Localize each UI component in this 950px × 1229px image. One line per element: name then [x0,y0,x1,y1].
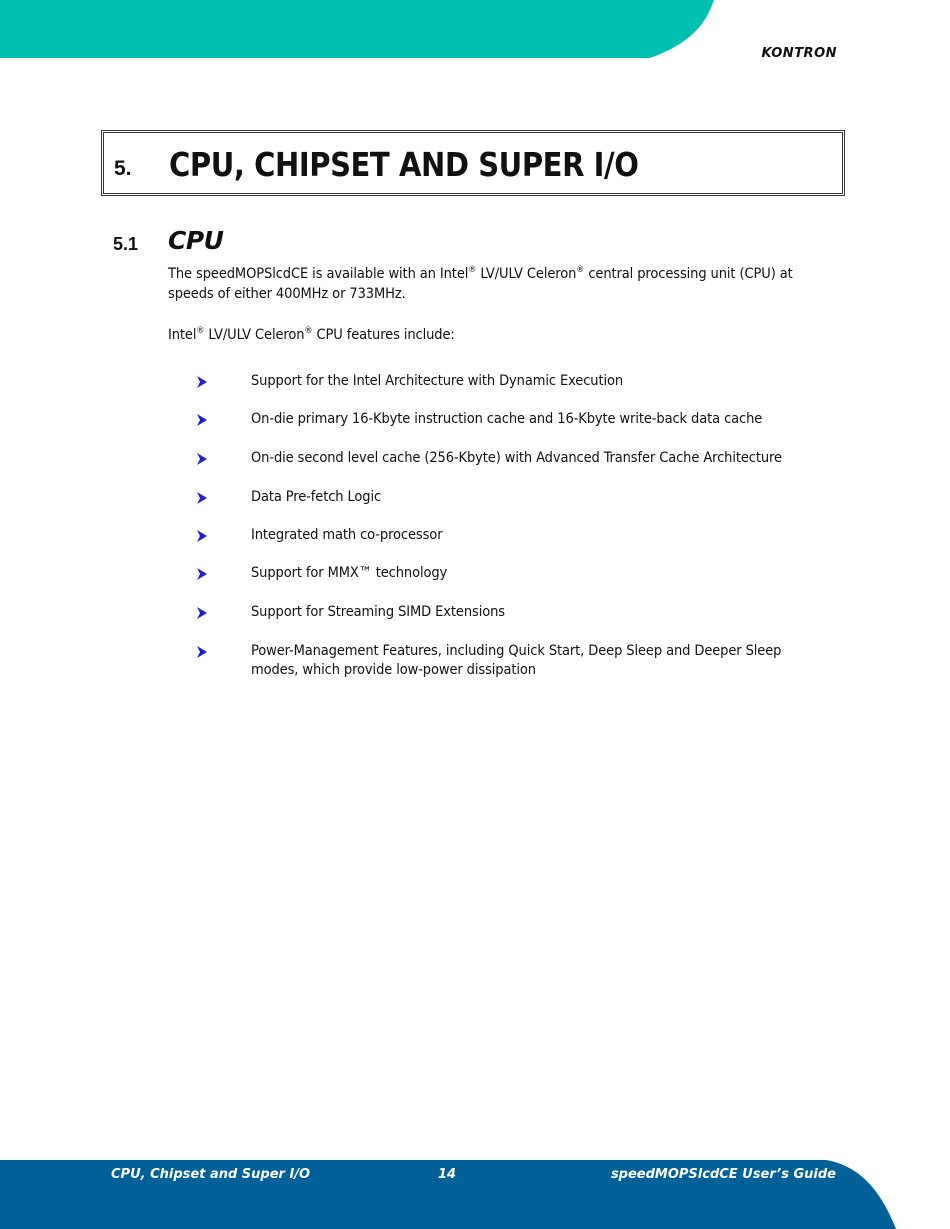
list-item-text: Support for Streaming SIMD Extensions [251,604,505,620]
chevron-right-icon [195,452,209,466]
page-number: 14 [438,1167,457,1182]
list-item-text: Support for MMX™ technology [251,565,448,581]
list-item-text: Support for the Intel Architecture with Dynamic Execution [251,373,624,389]
chapter-title: CPU, CHIPSET AND SUPER I/O [169,145,639,184]
chevron-right-icon [195,645,209,659]
chevron-right-icon [195,413,209,427]
list-item-text: On-die primary 16-Kbyte instruction cache and 16-Kbyte write-back data cache [251,411,763,427]
section-title: CPU [168,226,224,255]
intro-text-1b: LV/ULV Celeron [476,266,577,282]
list-item-text: Integrated math co-processor [251,527,443,543]
brand-name: KONTRON [761,46,837,61]
features-lead [168,325,828,345]
chevron-right-icon [195,567,209,581]
section-number: 5.1 [113,234,139,254]
lead-text-b: LV/ULV Celeron [204,327,305,343]
registered-mark: ® [576,265,585,275]
footer-chapter-title: CPU, Chipset and Super I/O [111,1167,311,1182]
chevron-right-icon [195,375,209,389]
intro-paragraph [168,264,828,304]
intro-text-1c: central processing unit (CPU) at speeds of either 400MHz or 733MHz. [168,266,793,302]
registered-mark: ® [196,326,205,336]
chevron-right-icon [195,606,209,620]
list-item-text: On-die second level cache (256-Kbyte) with Advanced Transfer Cache Architecture [251,450,782,466]
chevron-right-icon [195,529,209,543]
chapter-heading [101,130,845,196]
chevron-right-icon [195,491,209,505]
list-item-text: Data Pre-fetch Logic [251,489,382,505]
lead-text-c: CPU features include: [312,327,455,343]
intro-text-1a: The speedMOPSlcdCE is available with an Intel [168,266,469,282]
list-item-text: Power-Management Features, including Quick Start, Deep Sleep and Deeper Sleep modes, which provide low-power dissipation [251,643,782,678]
registered-mark: ® [468,265,477,275]
lead-text-a: Intel [168,327,197,343]
registered-mark: ® [304,326,313,336]
footer-guide-title: speedMOPSlcdCE User’s Guide [610,1167,836,1182]
chapter-number: 5. [114,157,132,180]
